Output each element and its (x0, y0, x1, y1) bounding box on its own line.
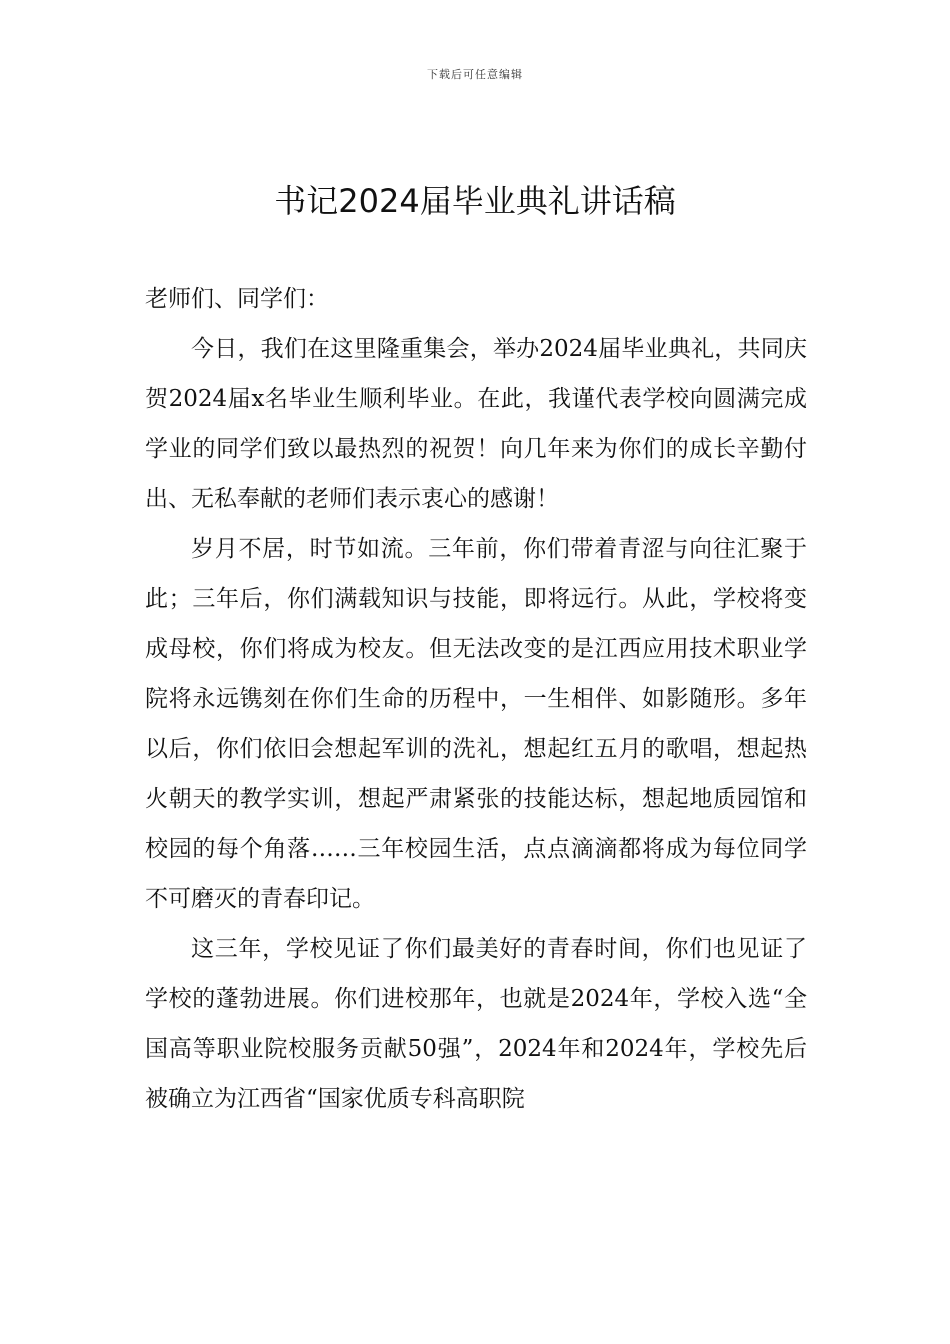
header-note: 下载后可任意编辑 (427, 68, 523, 81)
paragraph: 岁月不居，时节如流。三年前，你们带着青涩与向往汇聚于此；三年后，你们满载知识与技能，即将远行。从此，学校将变成母校，你们将成为校友。但无法改变的是江西应用技术职业学院将永远镌刻在你们生命的历程中，一生相伴、如影随形。多年以后，你们依旧会想起军训的洗礼，想起红五月的歌唱，想起热火朝天的教学实训，想起严肃紧张的技能达标，想起地质园馆和校园的每个角落……三年校园生活，点点滴滴都将成为每位同学不可磨灭的青春印记。 (145, 536, 807, 912)
paragraph: 今日，我们在这里隆重集会，举办2024届毕业典礼，共同庆贺2024届x名毕业生顺利毕业。在此，我谨代表学校向圆满完成学业的同学们致以最热烈的祝贺！向几年来为你们的成长辛勤付出、无私奉献的老师们表示衷心的感谢！ (145, 336, 807, 512)
salutation: 老师们、同学们： (145, 286, 329, 312)
document-body (145, 274, 807, 1124)
document-title: 书记2024届毕业典礼讲话稿 (274, 182, 676, 220)
paragraph: 这三年，学校见证了你们最美好的青春时间，你们也见证了学校的蓬勃进展。你们进校那年，也就是2024年，学校入选“全国高等职业院校服务贡献50强”，2024年和2024年，学校先后被确立为江西省“国家优质专科高职院 (145, 936, 807, 1112)
